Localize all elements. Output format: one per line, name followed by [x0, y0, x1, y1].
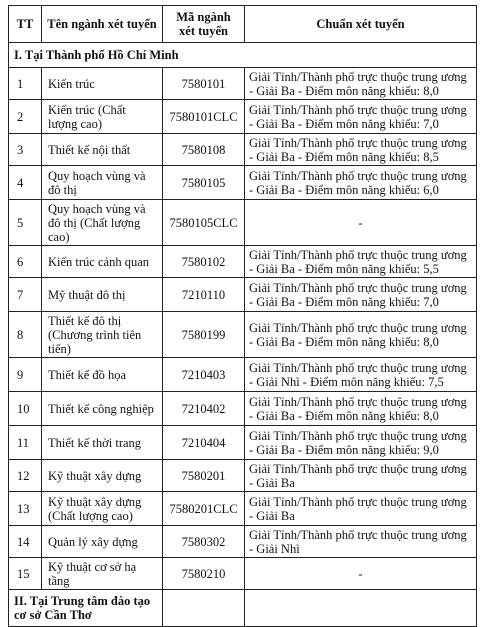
table-row: [9, 100, 477, 134]
table-row: [9, 526, 477, 558]
row-code: 7580102: [163, 246, 245, 278]
row-criteria: Giải Tỉnh/Thành phố trực thuộc trung ương - Giải Ba - Điểm môn năng khiếu: 7,0: [245, 278, 477, 312]
row-name: Kỹ thuật xây dựng: [42, 460, 163, 492]
row-criteria: Giải Tỉnh/Thành phố trực thuộc trung ương - Giải Ba - Điểm môn năng khiếu: 8,0: [245, 68, 477, 100]
row-tt: 8: [9, 312, 42, 358]
table-row: [9, 392, 477, 426]
row-code: 7580108: [163, 134, 245, 166]
table-header-row: [9, 6, 477, 43]
row-name: Thiết kế thời trang: [42, 426, 163, 460]
row-tt: 13: [9, 492, 42, 526]
row-tt: 9: [9, 358, 42, 392]
table-row: [9, 558, 477, 590]
header-tt: TT: [9, 6, 42, 43]
row-name: Mỹ thuật đô thị: [42, 278, 163, 312]
row-tt: 3: [9, 134, 42, 166]
section-title: I. Tại Thành phố Hồ Chí Minh: [9, 43, 477, 68]
row-name: Thiết kế công nghiệp: [42, 392, 163, 426]
row-code: 7210110: [163, 278, 245, 312]
row-tt: 5: [9, 200, 42, 246]
row-criteria: Giải Tỉnh/Thành phố trực thuộc trung ương - Giải Ba: [245, 492, 477, 526]
row-criteria: Giải Tỉnh/Thành phố trực thuộc trung ương - Giải Nhì: [245, 526, 477, 558]
table-row: [9, 246, 477, 278]
table-row: [9, 200, 477, 246]
header-name: Tên ngành xét tuyển: [42, 6, 163, 43]
row-name: Quy hoạch vùng và đô thị (Chất lượng cao): [42, 200, 163, 246]
table-row: [9, 166, 477, 200]
table-row: [9, 358, 477, 392]
row-criteria: Giải Tỉnh/Thành phố trực thuộc trung ương - Giải Ba - Điểm môn năng khiếu: 7,0: [245, 100, 477, 134]
header-criteria: Chuẩn xét tuyển: [245, 6, 477, 43]
row-code: 7580105CLC: [163, 200, 245, 246]
section-heading-can-tho: [9, 590, 477, 627]
table-row: [9, 426, 477, 460]
row-name: Kiến trúc cảnh quan: [42, 246, 163, 278]
row-criteria: Giải Tỉnh/Thành phố trực thuộc trung ương - Giải Ba - Điểm môn năng khiếu: 6,0: [245, 166, 477, 200]
row-code: 7580101CLC: [163, 100, 245, 134]
row-code: 7580201: [163, 460, 245, 492]
row-name: Thiết kế nội thất: [42, 134, 163, 166]
row-tt: 2: [9, 100, 42, 134]
row-name: Kỹ thuật cơ sở hạ tầng: [42, 558, 163, 590]
row-name: Kiến trúc (Chất lượng cao): [42, 100, 163, 134]
section-heading-hcm: [9, 43, 477, 68]
row-code: 7580101: [163, 68, 245, 100]
empty-cell: [163, 590, 245, 627]
row-tt: 1: [9, 68, 42, 100]
row-code: 7580201CLC: [163, 492, 245, 526]
row-name: Kiến trúc: [42, 68, 163, 100]
row-code: 7580210: [163, 558, 245, 590]
row-criteria: Giải Tỉnh/Thành phố trực thuộc trung ương - Giải Ba - Điểm môn năng khiếu: 8,5: [245, 134, 477, 166]
row-name: Thiết kế đồ họa: [42, 358, 163, 392]
row-name: Kỹ thuật xây dựng (Chất lượng cao): [42, 492, 163, 526]
table-row: [9, 312, 477, 358]
row-tt: 4: [9, 166, 42, 200]
row-criteria: Giải Tỉnh/Thành phố trực thuộc trung ương - Giải Ba - Điểm môn năng khiếu: 9,0: [245, 426, 477, 460]
row-criteria: Giải Tỉnh/Thành phố trực thuộc trung ương - Giải Ba: [245, 460, 477, 492]
row-criteria: -: [245, 200, 477, 246]
row-code: 7210404: [163, 426, 245, 460]
table-row: [9, 460, 477, 492]
row-criteria: Giải Tỉnh/Thành phố trực thuộc trung ương - Giải Ba - Điểm môn năng khiếu: 8,0: [245, 392, 477, 426]
row-criteria: Giải Tỉnh/Thành phố trực thuộc trung ương - Giải Ba - Điểm môn năng khiếu: 8,0: [245, 312, 477, 358]
row-code: 7580105: [163, 166, 245, 200]
row-code: 7580302: [163, 526, 245, 558]
document-page: [8, 5, 476, 627]
row-tt: 7: [9, 278, 42, 312]
row-code: 7210403: [163, 358, 245, 392]
row-tt: 15: [9, 558, 42, 590]
row-tt: 12: [9, 460, 42, 492]
table-row: [9, 68, 477, 100]
table-row: [9, 492, 477, 526]
row-tt: 14: [9, 526, 42, 558]
row-name: Thiết kế đô thị (Chương trình tiên tiến): [42, 312, 163, 358]
admission-criteria-table: [8, 5, 477, 627]
row-name: Quy hoạch vùng và đô thị: [42, 166, 163, 200]
row-tt: 6: [9, 246, 42, 278]
table-row: [9, 278, 477, 312]
row-code: 7580199: [163, 312, 245, 358]
header-code: Mã ngành xét tuyển: [163, 6, 245, 43]
table-row: [9, 134, 477, 166]
section-title: II. Tại Trung tâm đào tạo cơ sở Cần Thơ: [9, 590, 163, 627]
row-tt: 11: [9, 426, 42, 460]
row-criteria: -: [245, 558, 477, 590]
row-criteria: Giải Tỉnh/Thành phố trực thuộc trung ương - Giải Ba - Điểm môn năng khiếu: 5,5: [245, 246, 477, 278]
empty-cell: [245, 590, 477, 627]
row-criteria: Giải Tỉnh/Thành phố trực thuộc trung ương - Giải Nhì - Điểm môn năng khiếu: 7,5: [245, 358, 477, 392]
row-tt: 10: [9, 392, 42, 426]
row-code: 7210402: [163, 392, 245, 426]
row-name: Quản lý xây dựng: [42, 526, 163, 558]
